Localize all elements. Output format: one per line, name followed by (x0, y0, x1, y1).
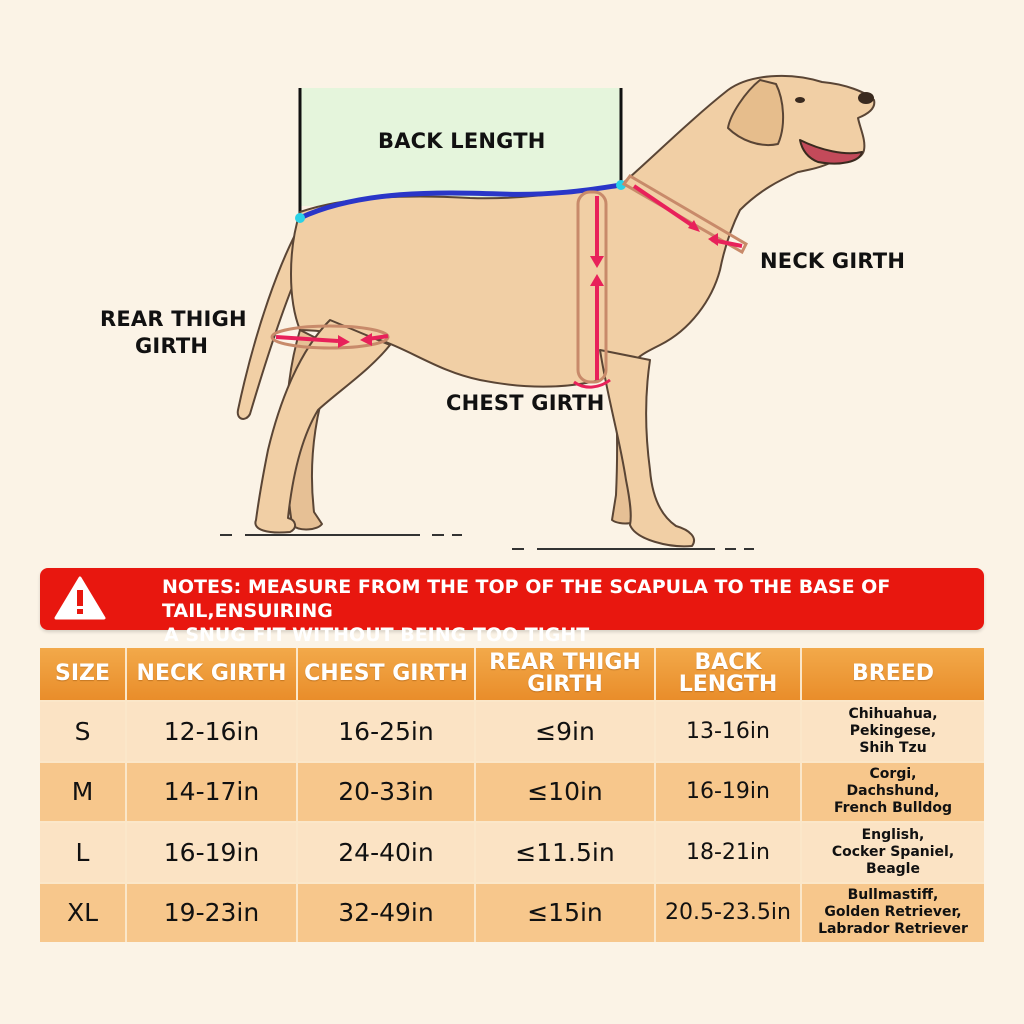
neck-girth-cell: 14-17in (126, 762, 297, 823)
table-row (40, 822, 984, 883)
chest-girth-cell: 16-25in (297, 701, 475, 762)
breed-line: Golden Retriever, (824, 904, 962, 921)
breed-line: French Bulldog (833, 800, 953, 817)
breed-line: Pekingese, (849, 722, 937, 739)
breed-line: Labrador Retriever (818, 921, 968, 938)
header-rear-thigh-girth: REAR THIGH GIRTH (475, 648, 655, 701)
breed-cell (801, 883, 984, 942)
chest-girth-cell: 24-40in (297, 822, 475, 883)
rear-thigh-label-line2: GIRTH (135, 334, 209, 358)
notes-line1: NOTES: MEASURE FROM THE TOP OF THE SCAPULA TO THE BASE OF TAIL,ENSUIRING (162, 576, 891, 622)
size-cell: L (40, 822, 126, 883)
size-cell: S (40, 701, 126, 762)
notes-line2: A SNUG FIT WITHOUT BEING TOO TIGHT (164, 624, 590, 646)
size-chart-table (40, 648, 984, 942)
rear-thigh-girth-cell: ≤10in (475, 762, 655, 823)
rear-thigh-label-line1: REAR THIGH (100, 307, 247, 331)
breed-cell (801, 762, 984, 823)
header-neck-girth: NECK GIRTH (126, 648, 297, 701)
size-cell: XL (40, 883, 126, 942)
breed-line: Chihuahua, (848, 705, 938, 722)
rear-thigh-girth-label (100, 306, 247, 360)
breed-cell (801, 822, 984, 883)
chest-girth-cell: 32-49in (297, 883, 475, 942)
size-cell: M (40, 762, 126, 823)
breed-line: Corgi, (869, 766, 917, 783)
back-length-cell: 16-19in (655, 762, 801, 823)
back-length-cell: 20.5-23.5in (655, 883, 801, 942)
notes-text (122, 575, 972, 647)
neck-girth-label: NECK GIRTH (760, 249, 906, 273)
chest-girth-cell: 20-33in (297, 762, 475, 823)
table-row (40, 883, 984, 942)
back-length-cell: 18-21in (655, 822, 801, 883)
rear-thigh-girth-cell: ≤11.5in (475, 822, 655, 883)
breed-line: Bullmastiff, (847, 887, 939, 904)
header-back-length: BACK LENGTH (655, 648, 801, 701)
header-chest-girth: CHEST GIRTH (297, 648, 475, 701)
neck-girth-cell: 12-16in (126, 701, 297, 762)
chest-girth-label: CHEST GIRTH (446, 391, 605, 415)
warning-icon (54, 575, 106, 621)
back-length-label: BACK LENGTH (378, 129, 546, 153)
header-size: SIZE (40, 648, 126, 701)
breed-line: Shih Tzu (859, 739, 927, 756)
table-row (40, 762, 984, 823)
table-header-row (40, 648, 984, 701)
breed-cell (801, 701, 984, 762)
breed-line: English, (861, 826, 925, 843)
header-breed: BREED (801, 648, 984, 701)
back-length-start-dot (295, 213, 305, 223)
breed-line: Beagle (866, 860, 920, 877)
notes-banner (40, 568, 984, 646)
rear-thigh-girth-cell: ≤9in (475, 701, 655, 762)
rear-thigh-girth-cell: ≤15in (475, 883, 655, 942)
breed-line: Dachshund, (846, 783, 940, 800)
neck-girth-cell: 19-23in (126, 883, 297, 942)
breed-line: Cocker Spaniel, (831, 843, 955, 860)
back-length-cell: 13-16in (655, 701, 801, 762)
table-row (40, 701, 984, 762)
neck-girth-cell: 16-19in (126, 822, 297, 883)
